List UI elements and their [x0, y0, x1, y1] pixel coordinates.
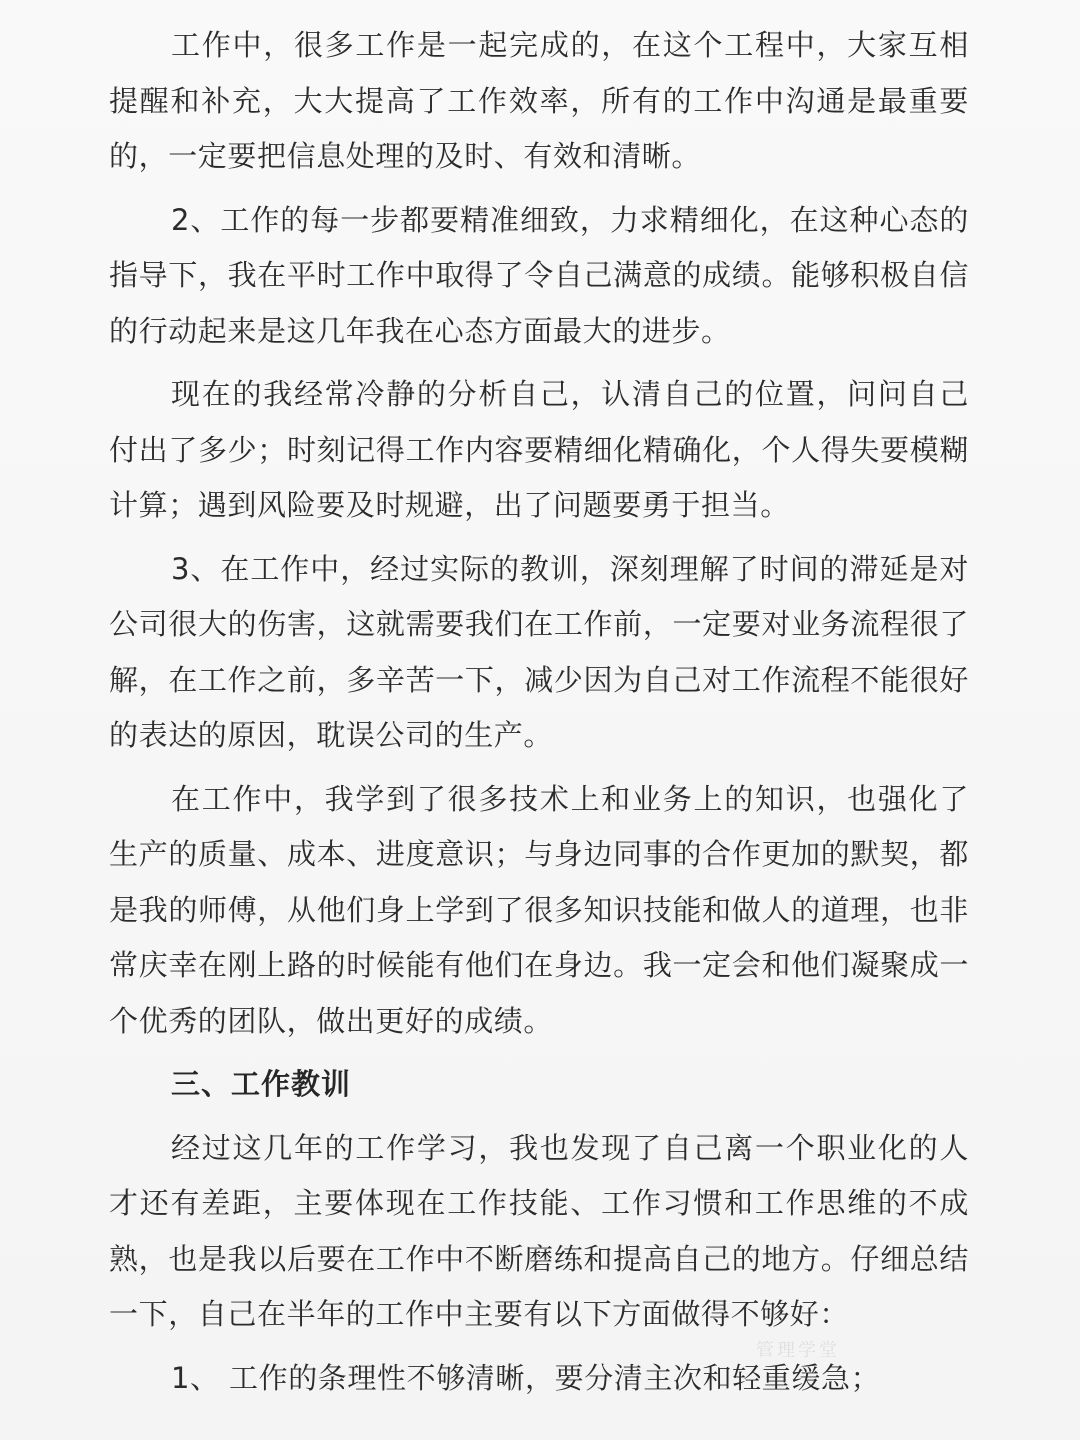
paragraph-point-3: 3、在工作中，经过实际的教训，深刻理解了时间的滞延是对公司很大的伤害，这就需要我们在工作前，一定要对业务流程很了解，在工作之前，多辛苦一下，减少因为自己对工作流程不能很好的表达的原因，耽误公司的生产。: [109, 551, 969, 752]
paragraph-lessons: 经过这几年的工作学习，我也发现了自己离一个职业化的人才还有差距，主要体现在工作技能、工作习惯和工作思维的不成熟，也是我以后要在工作中不断磨练和提高自己的地方。仔细总结一下，自己在半年的工作中主要有以下方面做得不够好：: [109, 1130, 969, 1331]
list-item-1: [109, 1351, 969, 1407]
watermark-text: 管理学堂: [756, 1340, 840, 1361]
document-body: [109, 18, 969, 1406]
paragraph-teamwork: 工作中，很多工作是一起完成的，在这个工程中，大家互相提醒和补充，大大提高了工作效率，所有的工作中沟通是最重要的，一定要把信息处理的及时、有效和清晰。: [109, 28, 969, 173]
paragraph-point-2: 2、工作的每一步都要精准细致，力求精细化，在这种心态的指导下，我在平时工作中取得了令自己满意的成绩。能够积极自信的行动起来是这几年我在心态方面最大的进步。: [109, 202, 969, 348]
paragraph-learning: 在工作中，我学到了很多技术上和业务上的知识，也强化了生产的质量、成本、进度意识；与身边同事的合作更加的默契，都是我的师傅，从他们身上学到了很多知识技能和做人的道理，也非常庆幸在刚上路的时候能有他们在身边。我一定会和他们凝聚成一个优秀的团队，做出更好的成绩。: [109, 781, 969, 1038]
paragraph-self-analysis: 现在的我经常冷静的分析自己，认清自己的位置，问问自己付出了多少；时刻记得工作内容要精细化精确化，个人得失要模糊计算；遇到风险要及时规避，出了问题要勇于担当。: [109, 377, 969, 522]
list-item-text: 工作的条理性不够清晰，要分清主次和轻重缓急；: [229, 1360, 881, 1395]
section-heading-lessons: 三、工作教训: [171, 1067, 352, 1101]
list-item-number: 1、: [171, 1360, 220, 1395]
